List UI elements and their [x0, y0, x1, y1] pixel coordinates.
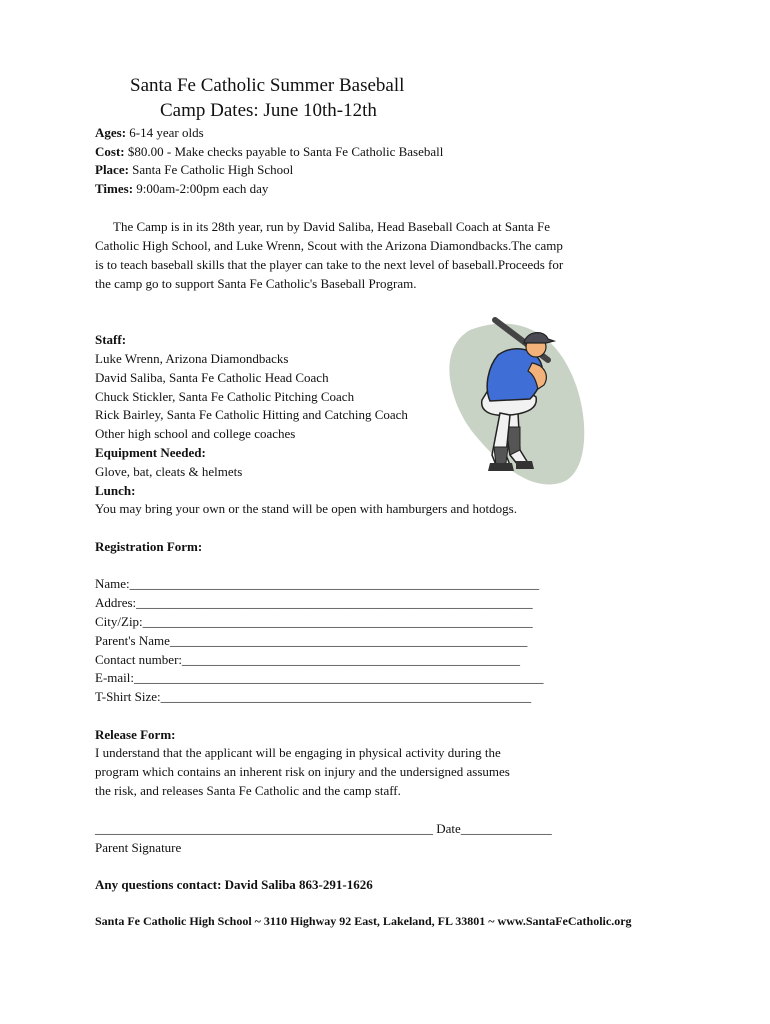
release-heading: Release Form:: [95, 727, 176, 742]
contact-number-field[interactable]: Contact number:____________________________________________________: [95, 652, 521, 667]
lunch-heading: Lunch:: [95, 483, 136, 498]
equipment-heading: Equipment Needed:: [95, 445, 206, 460]
times-value: 9:00am-2:00pm each day: [136, 181, 269, 196]
staff-member: Chuck Stickler, Santa Fe Catholic Pitching Coach: [95, 389, 355, 404]
name-field[interactable]: Name:_______________________________________________________________: [95, 576, 540, 591]
address-field[interactable]: Addres:_____________________________________________________________: [95, 595, 533, 610]
camp-description: [95, 217, 565, 293]
times-label: Times:: [95, 181, 134, 196]
staff-member: David Saliba, Santa Fe Catholic Head Coach: [95, 370, 329, 385]
release-text-line: I understand that the applicant will be engaging in physical activity during the: [95, 745, 501, 760]
cost-label: Cost:: [95, 144, 125, 159]
staff-member: Other high school and college coaches: [95, 426, 296, 441]
times-row: [95, 180, 268, 198]
footer-address: Santa Fe Catholic High School ~ 3110 Highway 92 East, Lakeland, FL 33801 ~ www.SantaFeCatholic.org: [95, 914, 632, 928]
baseball-player-illustration: [440, 315, 590, 495]
place-row: [95, 161, 293, 179]
ages-label: Ages:: [95, 125, 127, 140]
city-zip-field[interactable]: City/Zip:____________________________________________________________: [95, 614, 533, 629]
staff-member: Rick Bairley, Santa Fe Catholic Hitting and Catching Coach: [95, 407, 408, 422]
cost-row: [95, 143, 443, 161]
release-text-line: program which contains an inherent risk on injury and the undersigned assumes: [95, 764, 510, 779]
parent-name-field[interactable]: Parent's Name_______________________________________________________: [95, 633, 528, 648]
staff-heading: Staff:: [95, 332, 127, 347]
lunch-text: You may bring your own or the stand will be open with hamburgers and hotdogs.: [95, 501, 517, 516]
equipment-text: Glove, bat, cleats & helmets: [95, 464, 243, 479]
title-line-2: Camp Dates: June 10th-12th: [160, 100, 377, 121]
tshirt-size-field[interactable]: T-Shirt Size:_________________________________________________________: [95, 689, 532, 704]
registration-heading: Registration Form:: [95, 539, 203, 554]
staff-member: Luke Wrenn, Arizona Diamondbacks: [95, 351, 289, 366]
place-label: Place:: [95, 162, 129, 177]
title-line-1: Santa Fe Catholic Summer Baseball: [130, 75, 405, 96]
contact-line: Any questions contact: David Saliba 863-291-1626: [95, 877, 373, 892]
place-value: Santa Fe Catholic High School: [132, 162, 294, 177]
signature-date-line[interactable]: ____________________________________________________ Date______________: [95, 821, 552, 836]
ages-value: 6-14 year olds: [129, 125, 204, 140]
cost-value: $80.00 - Make checks payable to Santa Fe Catholic Baseball: [127, 144, 444, 159]
camp-description-text: The Camp is in its 28th year, run by David Saliba, Head Baseball Coach at Santa Fe Catholic High School, and Luke Wrenn, Scout with the Arizona Diamondbacks.The camp is to teach baseball skills that the player can take to the next level of baseball.Proceeds for the camp go to support Santa Fe Catholic's Baseball Program.: [95, 219, 564, 291]
email-field[interactable]: E-mail:_______________________________________________________________: [95, 670, 544, 685]
ages-row: [95, 124, 204, 142]
release-text-line: the risk, and releases Santa Fe Catholic and the camp staff.: [95, 783, 401, 798]
parent-signature-label: Parent Signature: [95, 840, 182, 855]
